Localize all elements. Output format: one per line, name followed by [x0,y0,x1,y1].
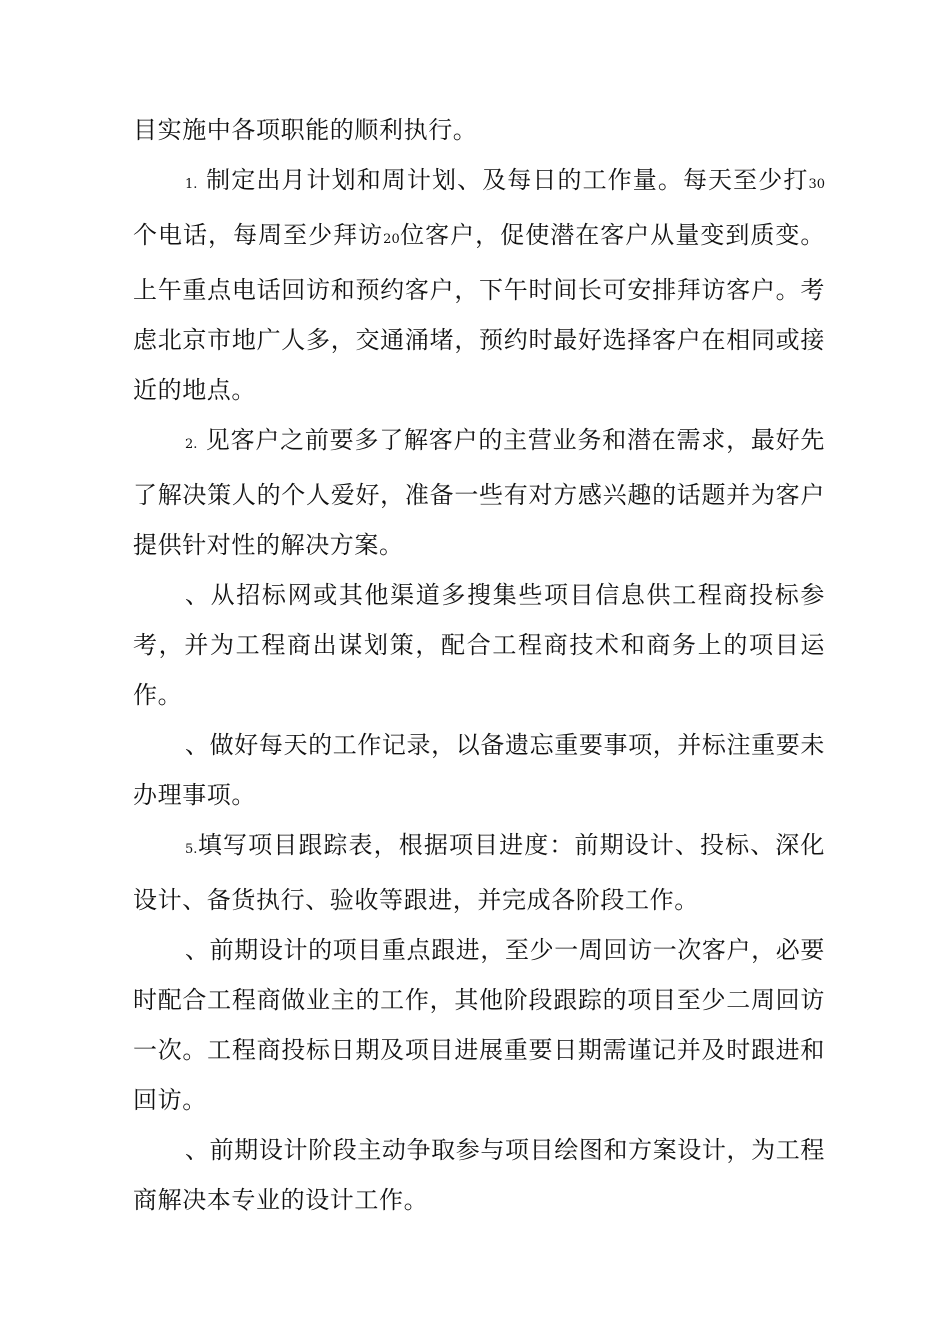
paragraph-text: 、前期设计的项目重点跟进，至少一周回访一次客户，必要时配合工程商做业主的工作，其他阶段跟踪的项目至少二周回访一次。工程商投标日期及项目进展重要日期需谨记并及时跟进和回访。 [133,936,825,1114]
paragraph-text: 制定出月计划和周计划、及每日的工作量。每天至少打 [197,166,809,194]
list-number: 5. [185,842,198,857]
paragraph-text: 、做好每天的工作记录，以备遗忘重要事项，并标注重要未办理事项。 [133,731,825,809]
paragraph [133,720,825,820]
document-page [133,105,825,1225]
paragraph-text: 、前期设计阶段主动争取参与项目绘图和方案设计，为工程商解决本专业的设计工作。 [133,1136,825,1214]
paragraph-text: 、从招标网或其他渠道多搜集些项目信息供工程商投标参考，并为工程商出谋划策，配合工程商技术和商务上的项目运作。 [133,581,825,709]
list-number: 1. [185,177,198,192]
paragraph [133,415,825,570]
paragraph [133,820,825,925]
paragraph-text: 目实施中各项职能的顺利执行。 [133,116,478,144]
paragraph [133,925,825,1125]
paragraph [133,570,825,720]
inline-number: 30 [808,177,825,192]
paragraph-text: 个电话，每周至少拜访 [133,221,384,249]
paragraph [133,1125,825,1225]
paragraph-text: 见客户之前要多了解客户的主营业务和潜在需求，最好先了解决策人的个人爱好，准备一些有对方感兴趣的话题并为客户提供针对性的解决方案。 [133,426,825,559]
paragraph [133,105,825,155]
inline-number: 20 [383,232,400,247]
paragraph-text: 填写项目跟踪表，根据项目进度：前期设计、投标、深化设计、备货执行、验收等跟进，并完成各阶段工作。 [133,831,825,914]
paragraph-text: 位客户，促使潜在客户从量变到质变。上午重点电话回访和预约客户，下午时间长可安排拜访客户。考虑北京市地广人多，交通涌堵，预约时最好选择客户在相同或接近的地点。 [133,221,826,404]
list-number: 2. [185,437,198,452]
paragraph [133,155,825,415]
